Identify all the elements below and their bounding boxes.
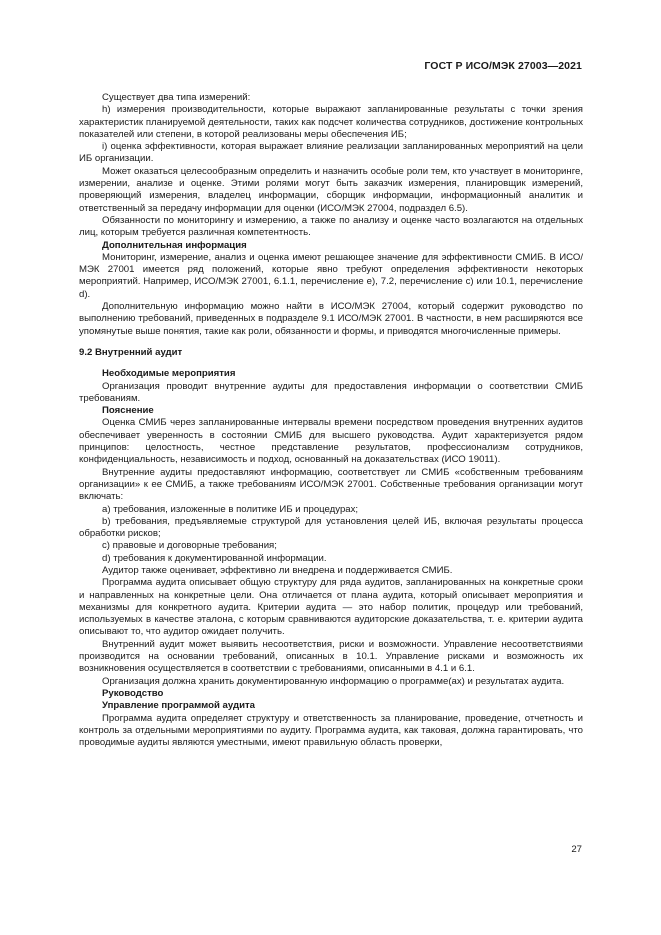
paragraph: a) требования, изложенные в политике ИБ и процедурах;	[102, 503, 359, 515]
document-header: ГОСТ Р ИСО/МЭК 27003—2021	[424, 60, 582, 72]
paragraph: b) требования, предъявляемые структурой для установления целей ИБ, включая результаты процесса обработки рисков;	[79, 515, 583, 540]
section-heading: 9.2 Внутренний аудит	[79, 346, 183, 358]
paragraph: Оценка СМИБ через запланированные интервалы времени посредством проведения внутренних аудитов обеспечивает уверенность в состоянии СМИБ для высшего руководства. Аудит характеризуется рядом принципов: целостность, честное представление результатов, профессионализм сотрудников, конфиденциальность, независимость и подход, основанный на доказательствах (ИСО 19011).	[79, 417, 583, 466]
paragraph: Дополнительную информацию можно найти в ИСО/МЭК 27004, который содержит руководство по выполнению требований, приведенных в подразделе 9.1 ИСО/МЭК 27001. В частности, в нем расширяются все упомянутые выше понятия, такие как роли, обязанности и формы, и приводятся многочисленные примеры.	[79, 301, 583, 337]
page-number: 27	[571, 844, 582, 855]
subheading: Необходимые мероприятия	[102, 368, 236, 380]
paragraph: Мониторинг, измерение, анализ и оценка имеют решающее значение для эффективности СМИБ. В ИСО/МЭК 27001 имеется ряд положений, которые явно требуют определения эффективности некоторых мероприятий. Например, ИСО/МЭК 27001, 6.1.1, перечисление е), 7.2, перечисление с) или 10.1, перечисление d).	[79, 251, 583, 300]
paragraph: Может оказаться целесообразным определить и назначить особые роли тем, кто участвует в мониторинге, измерении, анализе и оценке. Этими ролями могут быть заказчик измерения, планировщик измерений, проверяющий измерения, владелец информации, сборщик информации, информационный аналитик и ответственный за передачу информации для оценки (ИСО/МЭК 27004, подраздел 6.5).	[79, 165, 583, 214]
subheading: Управление программой аудита	[102, 700, 256, 712]
document-body	[79, 92, 583, 749]
paragraph: Программа аудита определяет структуру и ответственность за планирование, проведение, отчетность и контроль за отдельными мероприятиями по аудиту. Программа аудита, как таковая, должна гарантировать, что проводимые аудиты являются уместными, имеют правильную область проверки,	[79, 712, 583, 749]
paragraph: Организация проводит внутренние аудиты для предоставления информации о соответствии СМИБ требованиям.	[79, 380, 583, 404]
paragraph: d) требования к документированной информации.	[102, 552, 327, 564]
paragraph: h) измерения производительности, которые выражают запланированные результаты с точки зрения характеристик планируемой деятельности, таких как подсчет количества сотрудников, достижение контрольных показателей или степени, в которой реализованы меры обеспечения ИБ;	[79, 104, 583, 140]
paragraph: Обязанности по мониторингу и измерению, а также по анализу и оценке часто возлагаются на отдельных лиц, которым требуется различная компетентность.	[79, 214, 583, 239]
paragraph: Программа аудита описывает общую структуру для ряда аудитов, запланированных на конкретные сроки и направленных на конкретные цели. Она отличается от плана аудита, который описывает мероприятия и механизмы для конкретного аудита. Критерии аудита — это набор политик, процедур или требований, используемых в качестве эталона, с которым сравниваются аудиторские доказательства, т. е. критерии аудита описывают то, что аудитор ожидает получить.	[79, 577, 583, 638]
subheading: Дополнительная информация	[102, 239, 247, 251]
paragraph: Организация должна хранить документированную информацию о программе(ах) и результатах аудита.	[102, 675, 565, 687]
paragraph: c) правовые и договорные требования;	[102, 540, 277, 552]
paragraph: Аудитор также оценивает, эффективно ли внедрена и поддерживается СМИБ.	[102, 564, 453, 576]
subheading: Пояснение	[102, 405, 154, 417]
paragraph: Существует два типа измерений:	[102, 92, 251, 103]
paragraph: Внутренний аудит может выявить несоответствия, риски и возможности. Управление несоответствиями производится на основании требований, описанных в 10.1. Управление рисками и возможность их возникновения осуществляется в соответствии с требованиями, описанными в 4.1 и 6.1.	[79, 638, 583, 675]
paragraph: Внутренние аудиты предоставляют информацию, соответствует ли СМИБ «собственным требованиям организации» к ее СМИБ, а также требованиям ИСО/МЭК 27001. Собственные требования организации могут включать:	[79, 466, 583, 503]
paragraph: i) оценка эффективности, которая выражает влияние реализации запланированных мероприятий на цели ИБ организации.	[79, 141, 583, 165]
subheading: Руководство	[102, 687, 164, 699]
